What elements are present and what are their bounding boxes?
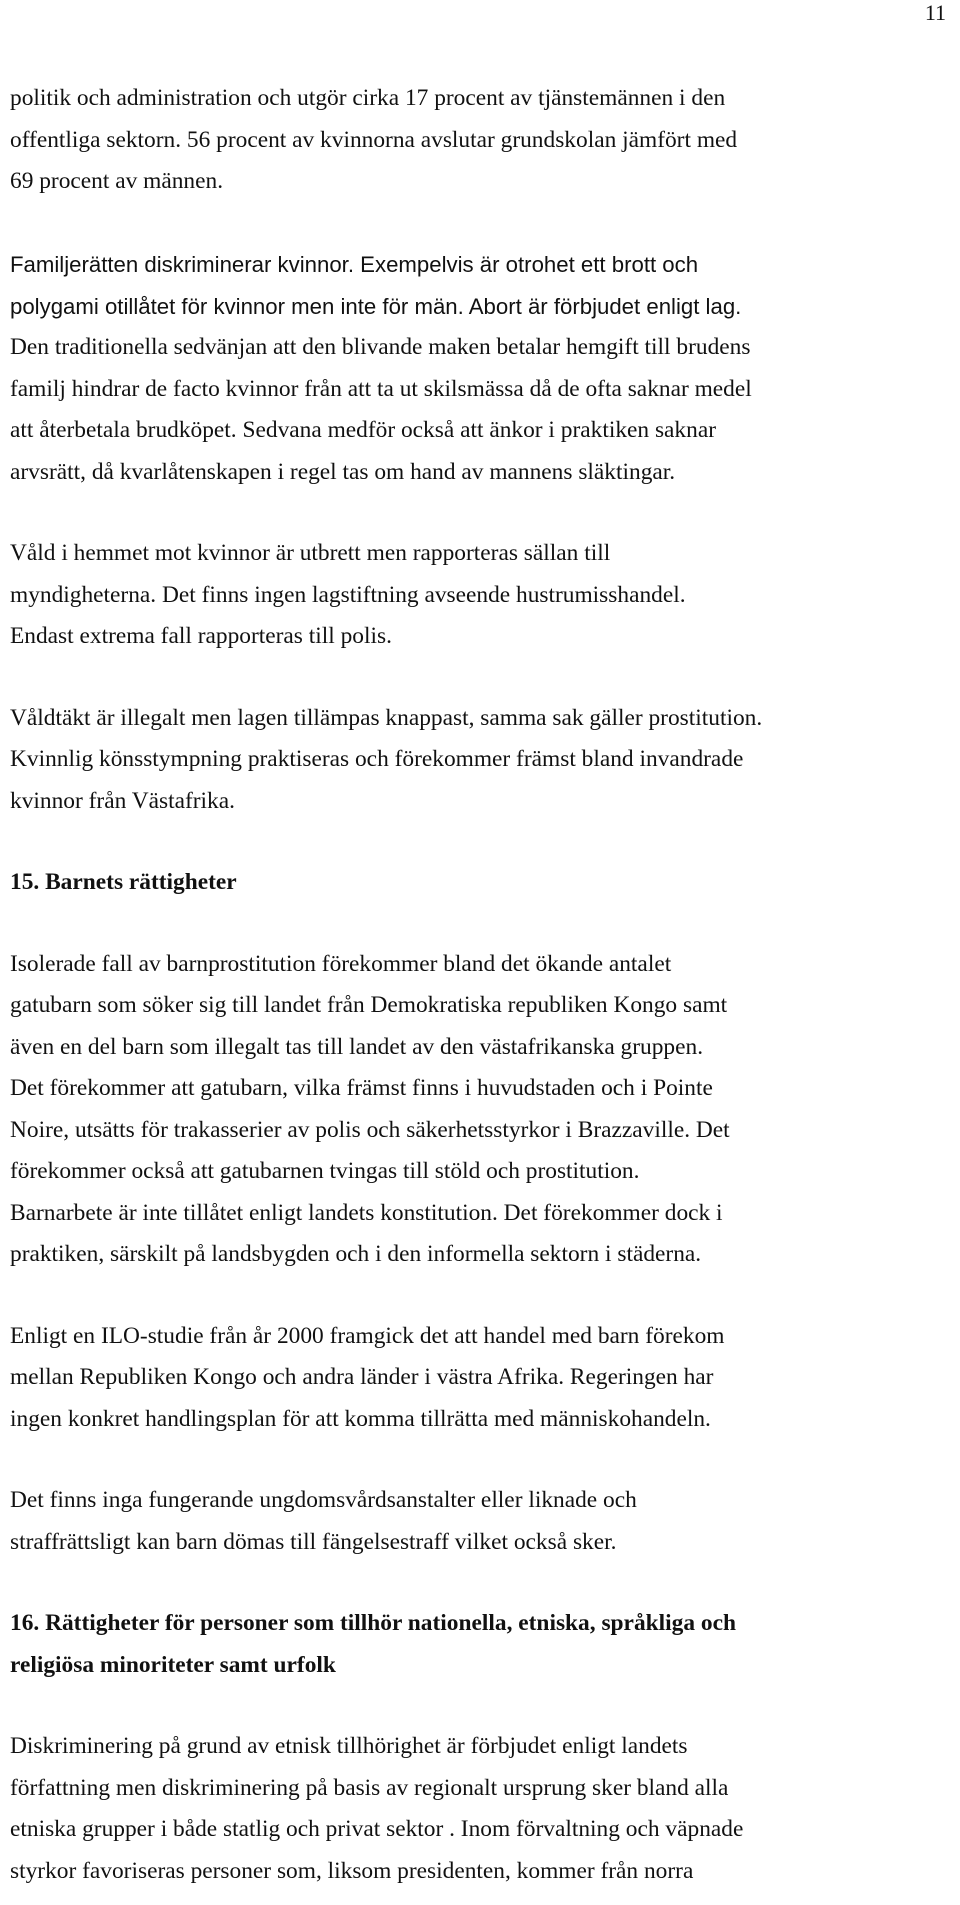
text-line: familj hindrar de facto kvinnor från att ta ut skilsmässa då de ofta saknar medel [10, 375, 752, 402]
text-line: etniska grupper i både statlig och privat sektor . Inom förvaltning och väpnade [10, 1816, 744, 1842]
text-line: myndigheterna. Det finns ingen lagstiftning avseende hustrumisshandel. [10, 581, 686, 608]
paragraph-education-stats [10, 78, 955, 203]
paragraph-ethnic-discrimination [10, 1726, 955, 1892]
text-line: ingen konkret handlingsplan för att komma tillrätta med människohandeln. [10, 1405, 711, 1432]
text-line: polygami otillåtet för kvinnor men inte för män. Abort är förbjudet enligt lag. [10, 293, 742, 319]
section-heading-minorities [10, 1603, 955, 1686]
text-line: praktiken, särskilt på landsbygden och i den informella sektorn i städerna. [10, 1241, 702, 1267]
text-line: Endast extrema fall rapporteras till polis. [10, 623, 392, 649]
spacer [10, 822, 955, 862]
text-line: att återbetala brudköpet. Sedvana medför också att änkor i praktiken saknar [10, 417, 716, 443]
text-line: Det förekommer att gatubarn, vilka främst finns i huvudstaden och i Pointe [10, 1075, 713, 1101]
paragraph-juvenile-justice [10, 1480, 955, 1563]
text-line: Noire, utsätts för trakasserier av polis och säkerhetsstyrkor i Brazzaville. Det [10, 1116, 730, 1143]
text-line: 69 procent av männen. [10, 168, 224, 194]
spacer [10, 1563, 955, 1603]
paragraph-street-children [10, 944, 955, 1276]
heading-line: religiösa minoriteter samt urfolk [10, 1651, 336, 1678]
paragraph-domestic-violence [10, 533, 955, 658]
text-line: Diskriminering på grund av etnisk tillhörighet är förbjudet enligt landets [10, 1733, 688, 1759]
text-line: Familjerätten diskriminerar kvinnor. Exempelvis är otrohet ett brott och [10, 252, 699, 277]
text-line: politik och administration och utgör cirka 17 procent av tjänstemännen i den [10, 85, 726, 111]
spacer [10, 203, 955, 245]
page-number: 11 [924, 0, 946, 25]
text-line: Barnarbete är inte tillåtet enligt landets konstitution. Det förekommer dock i [10, 1199, 723, 1226]
spacer [10, 1276, 955, 1316]
text-line: mellan Republiken Kongo och andra länder i västra Afrika. Regeringen har [10, 1364, 714, 1390]
paragraph-ilo-study [10, 1316, 955, 1441]
spacer [10, 493, 955, 533]
text-line: förekommer också att gatubarnen tvingas till stöld och prostitution. [10, 1158, 640, 1184]
text-line: Det finns inga fungerande ungdomsvårdsanstalter eller liknade och [10, 1487, 637, 1513]
spacer [10, 658, 955, 698]
text-line: Våld i hemmet mot kvinnor är utbrett men rapporteras sällan till [10, 540, 611, 566]
text-line: Enligt en ILO-studie från år 2000 framgick det att handel med barn förekom [10, 1322, 725, 1349]
text-line: Kvinnlig könsstympning praktiseras och förekommer främst bland invandrade [10, 746, 744, 772]
text-line: författning men diskriminering på basis av regionalt ursprung sker bland alla [10, 1774, 729, 1801]
heading-line: 16. Rättigheter för personer som tillhör nationella, etniska, språkliga och [10, 1610, 736, 1636]
spacer [10, 1440, 955, 1480]
spacer [10, 1686, 955, 1726]
spacer [10, 904, 955, 944]
paragraph-rape-law [10, 698, 955, 823]
text-line: offentliga sektorn. 56 procent av kvinnorna avslutar grundskolan jämfört med [10, 126, 738, 153]
document-body [10, 78, 955, 1892]
paragraph-family-law [10, 244, 955, 493]
text-line: styrkor favoriseras personer som, liksom presidenten, kommer från norra [10, 1857, 694, 1884]
text-line: Den traditionella sedvänjan att den blivande maken betalar hemgift till brudens [10, 334, 751, 360]
text-line: även en del barn som illegalt tas till landet av den västafrikanska gruppen. [10, 1033, 704, 1060]
text-line: Våldtäkt är illegalt men lagen tillämpas knappast, samma sak gäller prostitution. [10, 704, 763, 731]
section-heading-childrens-rights: 15. Barnets rättigheter [10, 869, 237, 895]
text-line: gatubarn som söker sig till landet från Demokratiska republiken Kongo samt [10, 992, 728, 1018]
text-line: kvinnor från Västafrika. [10, 787, 235, 814]
text-line: straffrättsligt kan barn dömas till fängelsestraff vilket också sker. [10, 1528, 617, 1555]
text-line: Isolerade fall av barnprostitution förekommer bland det ökande antalet [10, 950, 672, 977]
text-line: arvsrätt, då kvarlåtenskapen i regel tas om hand av mannens släktingar. [10, 458, 676, 485]
